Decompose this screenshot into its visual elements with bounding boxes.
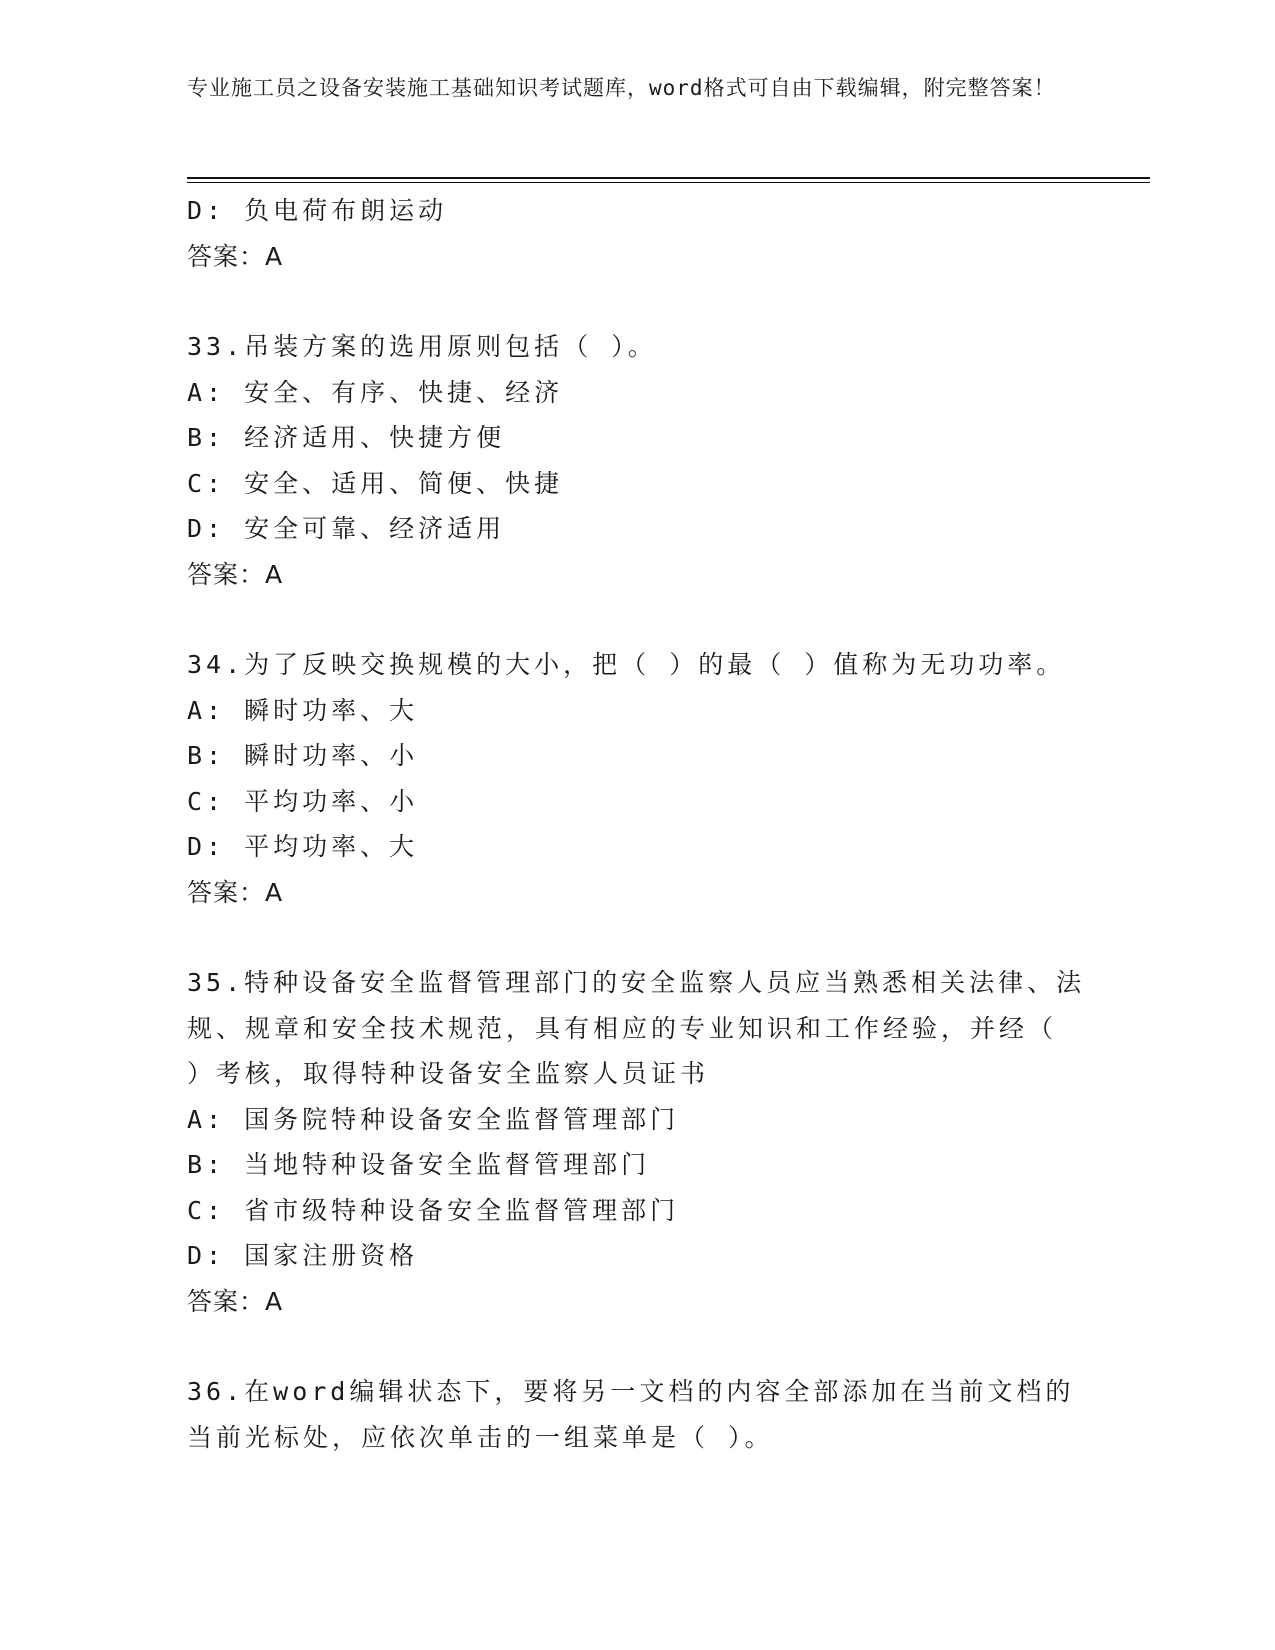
question-stem: 34.为了反映交换规模的大小，把（ ）的最（ ）值称为无功功率。 [187, 650, 1066, 679]
option-c: C: 省市级特种设备安全监督管理部门 [187, 1195, 680, 1225]
carryover-question [187, 188, 1087, 279]
document-header: 专业施工员之设备安装施工基础知识考试题库，word格式可自由下载编辑，附完整答案！ [187, 76, 1056, 100]
answer-line: 答案：A [187, 241, 284, 271]
option-a: A: 安全、有序、快捷、经济 [187, 377, 564, 407]
answer-line: 答案：A [187, 1286, 284, 1316]
header-rule-thick [187, 177, 1150, 179]
option-d: D: 负电荷布朗运动 [187, 196, 448, 225]
option-d: D: 国家注册资格 [187, 1241, 419, 1270]
question-34 [187, 642, 1087, 915]
option-c: C: 安全、适用、简便、快捷 [187, 468, 564, 498]
question-33 [187, 324, 1087, 597]
option-d: D: 安全可靠、经济适用 [187, 514, 506, 543]
question-stem-line-2: 规、规章和安全技术规范，具有相应的专业知识和工作经验，并经（ [187, 1013, 1058, 1043]
question-stem: 33.吊装方案的选用原则包括（ ）。 [187, 332, 657, 361]
question-stem-line-1: 36.在word编辑状态下，要将另一文档的内容全部添加在当前文档的 [187, 1377, 1075, 1406]
question-35 [187, 960, 1087, 1324]
option-b: B: 瞬时功率、小 [187, 741, 419, 770]
answer-line: 答案：A [187, 877, 284, 907]
option-c: C: 平均功率、小 [187, 786, 419, 816]
document-body [187, 188, 1087, 1460]
header-rule-thin [187, 182, 1150, 183]
question-stem-line-2: 当前光标处，应依次单击的一组菜单是（ ）。 [187, 1422, 774, 1452]
question-36 [187, 1369, 1087, 1460]
option-a: A: 瞬时功率、大 [187, 695, 419, 725]
answer-line: 答案：A [187, 559, 284, 589]
option-a: A: 国务院特种设备安全监督管理部门 [187, 1104, 680, 1134]
question-stem-line-1: 35.特种设备安全监督管理部门的安全监察人员应当熟悉相关法律、法 [187, 968, 1086, 997]
option-d: D: 平均功率、大 [187, 832, 419, 861]
question-stem-line-3: ）考核，取得特种设备安全监察人员证书 [187, 1059, 710, 1088]
option-b: B: 当地特种设备安全监督管理部门 [187, 1150, 651, 1179]
option-b: B: 经济适用、快捷方便 [187, 423, 506, 452]
